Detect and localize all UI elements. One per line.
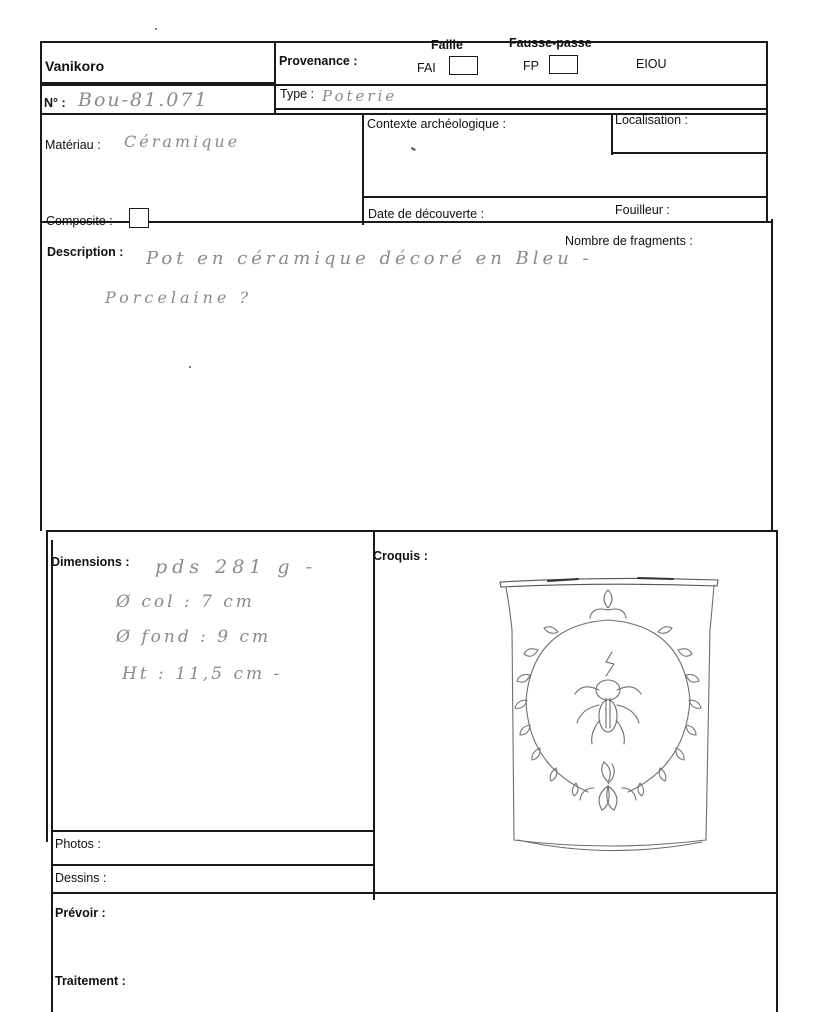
croquis-label: Croquis : xyxy=(373,549,428,563)
prevoir-label: Prévoir : xyxy=(55,906,106,920)
traitement-label: Traitement : xyxy=(55,974,126,988)
contexte-label: Contexte archéologique : xyxy=(367,117,506,131)
description-label: Description : xyxy=(47,245,124,259)
composite-checkbox[interactable] xyxy=(129,208,149,228)
pot-rim xyxy=(500,578,718,587)
photos-label: Photos : xyxy=(55,837,101,851)
type-label: Type : xyxy=(280,87,315,101)
composite-label: Composite : xyxy=(46,214,113,228)
eiou-label: EIOU xyxy=(636,57,667,71)
dimension-fond[interactable]: Ø fond : 9 cm xyxy=(116,627,272,647)
fausse-passe-label: Fausse-passe xyxy=(509,36,592,50)
type-value[interactable]: Poterie xyxy=(322,87,398,105)
description-line-2[interactable]: Porcelaine ? xyxy=(105,288,253,307)
provenance-label: Provenance : xyxy=(279,54,358,68)
pencil-dot xyxy=(189,366,191,368)
localisation-label: Localisation : xyxy=(615,113,688,127)
dimension-height[interactable]: Ht : 11,5 cm - xyxy=(122,664,283,684)
central-insect xyxy=(575,652,641,744)
fai-checkbox[interactable] xyxy=(449,56,478,75)
dimension-weight[interactable]: pds 281 g - xyxy=(155,556,318,578)
numero-value[interactable]: Bou-81.071 xyxy=(78,89,209,111)
pot-sketch xyxy=(488,570,728,870)
numero-label: N° : xyxy=(44,96,66,110)
dimensions-label: Dimensions : xyxy=(51,555,130,569)
bottom-flower xyxy=(580,762,636,810)
faille-label: Faille xyxy=(431,38,463,52)
pencil-mark xyxy=(411,147,416,151)
materiau-label: Matériau : xyxy=(45,138,101,152)
top-flower xyxy=(590,590,626,618)
stray-mark xyxy=(155,28,157,30)
fp-label: FP xyxy=(523,59,539,73)
fouilleur-label: Fouilleur : xyxy=(615,203,670,217)
materiau-value[interactable]: Céramique xyxy=(124,132,241,151)
site-name: Vanikoro xyxy=(45,58,105,74)
date-decouverte-label: Date de découverte : xyxy=(368,207,485,221)
fai-label: FAI xyxy=(417,61,436,75)
fp-checkbox[interactable] xyxy=(549,55,578,74)
wreath-leaves xyxy=(515,627,701,796)
dimension-col[interactable]: Ø col : 7 cm xyxy=(116,592,255,612)
nombre-fragments-label: Nombre de fragments : xyxy=(565,234,693,248)
dessins-label: Dessins : xyxy=(55,871,107,885)
description-line-1[interactable]: Pot en céramique décoré en Bleu - xyxy=(146,248,593,269)
